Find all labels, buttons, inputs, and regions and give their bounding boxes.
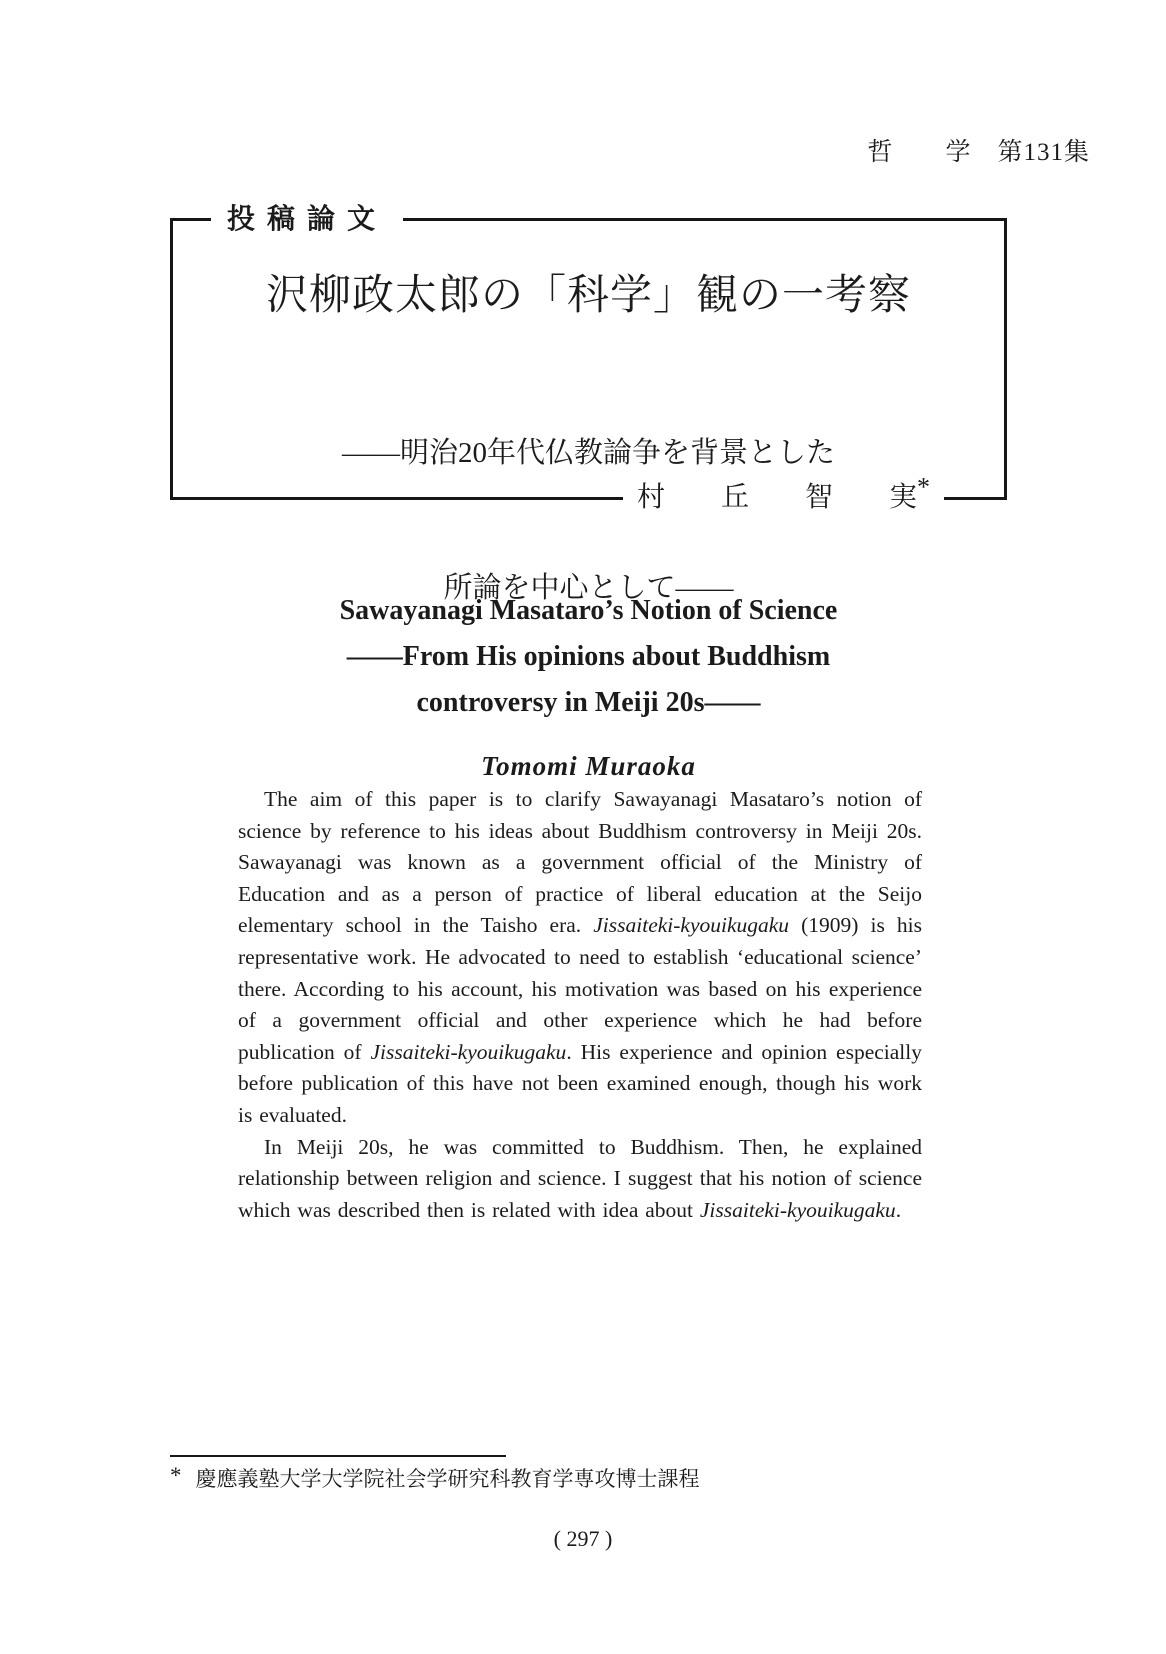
paper-title-japanese: 沢柳政太郎の「科学」観の一考察 bbox=[265, 273, 911, 319]
author-footnote-marker: * bbox=[917, 472, 930, 502]
paper-subtitle-english-line1: ——From His opinions about Buddhism bbox=[346, 641, 831, 672]
author-name-japanese-text: 村 丘 智 実 bbox=[636, 482, 917, 513]
submission-category-label: 投稿論文 bbox=[211, 200, 403, 238]
paper-subtitle-japanese-line2: 所論を中心として—— bbox=[443, 572, 734, 604]
paper-title-english: Sawayanagi Masataro’s Notion of Science bbox=[339, 595, 838, 626]
paper-subtitle-english-line2: controversy in Meiji 20s—— bbox=[416, 687, 761, 718]
footnote-marker: * bbox=[170, 1463, 182, 1488]
journal-header: 哲 学 第131集 bbox=[867, 139, 1090, 166]
footnote-text: 慶應義塾大学大学院社会学研究科教育学専攻博士課程 bbox=[195, 1467, 700, 1491]
author-name-english: Tomomi Muraoka bbox=[481, 751, 696, 781]
author-name-japanese bbox=[623, 472, 944, 517]
footnote-separator-rule bbox=[170, 1455, 506, 1457]
page-number: ( 297 ) bbox=[553, 1526, 613, 1551]
title-box bbox=[170, 203, 1007, 604]
abstract bbox=[238, 784, 922, 1226]
english-heading bbox=[170, 588, 1007, 786]
paper-subtitle-japanese-line1: ——明治20年代仏教論争を背景とした bbox=[341, 437, 835, 469]
abstract-paragraph-1: The aim of this paper is to clarify Sawayanagi Masataro’s notion of science by reference to his ideas about Buddhism controversy in Meiji 20s. Sawayanagi was known as a government official of the Ministry of Education and as a person of practice of liberal education at the Seijo elementary school in the Taisho era. Jissaiteki-kyouikugaku (1909) is his representative work. He advocated to need to establish ‘educational science’ there. According to his account, his motivation was based on his experience of a government official and other experience which he had before publication of Jissaiteki-kyouikugaku. His experience and opinion especially before publication of this have not been examined enough, though his work is evaluated. bbox=[238, 787, 922, 1127]
abstract-paragraph-2: In Meiji 20s, he was committed to Buddhism. Then, he explained relationship between religion and science. I suggest that his notion of science which was described then is related with idea about Jissaiteki-kyouikugaku. bbox=[238, 1134, 922, 1222]
footnote bbox=[170, 1463, 700, 1495]
